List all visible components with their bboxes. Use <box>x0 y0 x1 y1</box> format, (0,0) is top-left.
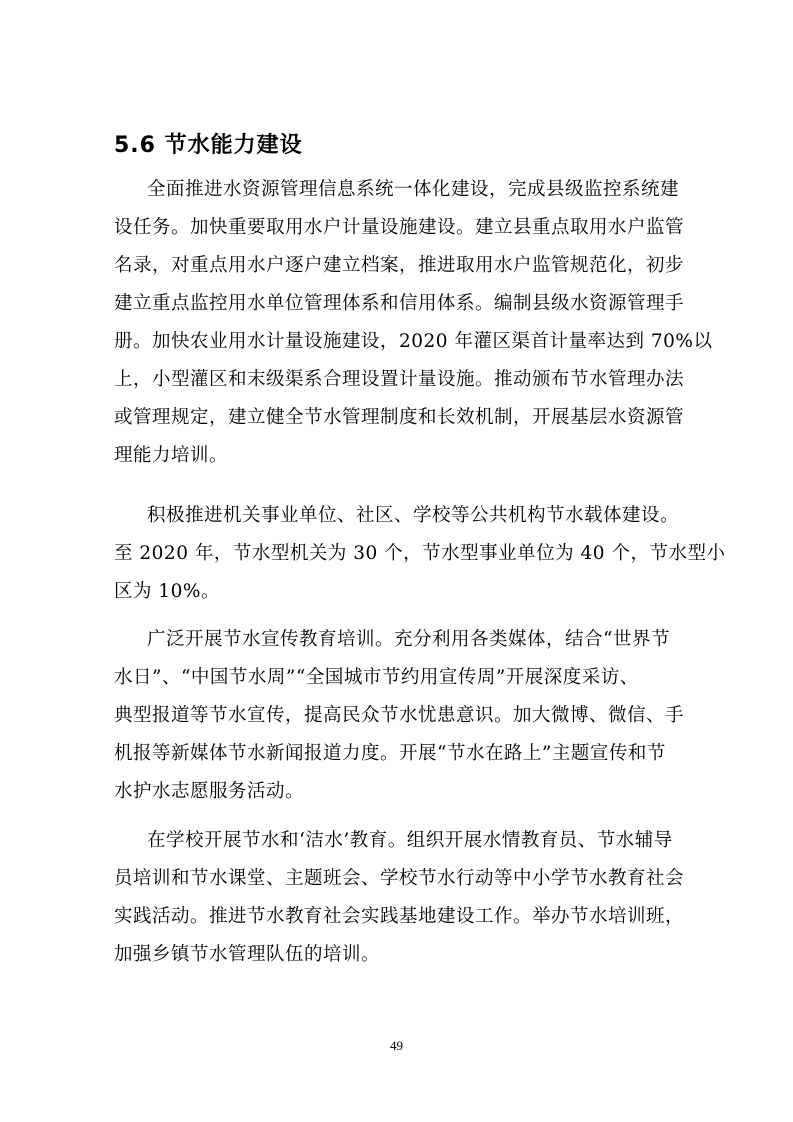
paragraph-line: 册。加快农业用水计量设施建设，2020 年灌区渠首计量率达到 70%以 <box>114 331 713 352</box>
paragraph-line: 建立重点监控用水单位管理体系和信用体系。编制县级水资源管理手 <box>114 293 685 314</box>
paragraph-line: 机报等新媒体节水新闻报道力度。开展“节水在路上”主题宣传和节 <box>114 743 666 764</box>
page-number: 49 <box>390 1038 403 1053</box>
paragraph-line: 设任务。加快重要取用水户计量设施建设。建立县重点取用水户监管 <box>114 217 685 238</box>
paragraph-line: 名录，对重点用水户逐户建立档案，推进取用水户监管规范化，初步 <box>114 255 685 276</box>
section-heading: 5.6 节水能力建设 <box>114 133 303 158</box>
paragraph-school-education <box>114 822 686 974</box>
paragraph-line: 典型报道等节水宣传，提高民众节水忧患意识。加大微博、微信、手 <box>114 705 685 726</box>
paragraph-line: 上，小型灌区和末级渠系合理设置计量设施。推动颁布节水管理办法 <box>114 369 685 390</box>
paragraph-line: 广泛开展节水宣传教育培训。充分利用各类媒体，结合“世界节 <box>147 629 670 650</box>
paragraph-line: 实践活动。推进节水教育社会实践基地建设工作。举办节水培训班， <box>114 906 685 927</box>
paragraph-line: 积极推进机关事业单位、社区、学校等公共机构节水载体建设。 <box>147 505 680 526</box>
paragraph-line: 至 2020 年，节水型机关为 30 个，节水型事业单位为 40 个，节水型小 <box>114 543 726 564</box>
paragraph-line: 加强乡镇节水管理队伍的培训。 <box>114 944 381 965</box>
paragraph-metering <box>114 171 713 475</box>
paragraph-line: 员培训和节水课堂、主题班会、学校节水行动等中小学节水教育社会 <box>114 868 685 889</box>
paragraph-line: 水护水志愿服务活动。 <box>114 781 305 802</box>
paragraph-line: 在学校开展节水和‘洁水’教育。组织开展水情教育员、节水辅导 <box>147 830 673 851</box>
paragraph-line: 区为 10%。 <box>114 581 221 602</box>
paragraph-public-institutions <box>114 497 726 611</box>
paragraph-line: 或管理规定，建立健全节水管理制度和长效机制，开展基层水资源管 <box>114 407 685 428</box>
paragraph-publicity <box>114 621 686 811</box>
paragraph-line: 水日”、“中国节水周”“全国城市节约用宣传周”开展深度采访、 <box>114 667 639 688</box>
paragraph-line: 理能力培训。 <box>114 445 229 466</box>
paragraph-line: 全面推进水资源管理信息系统一体化建设，完成县级监控系统建 <box>147 179 680 200</box>
